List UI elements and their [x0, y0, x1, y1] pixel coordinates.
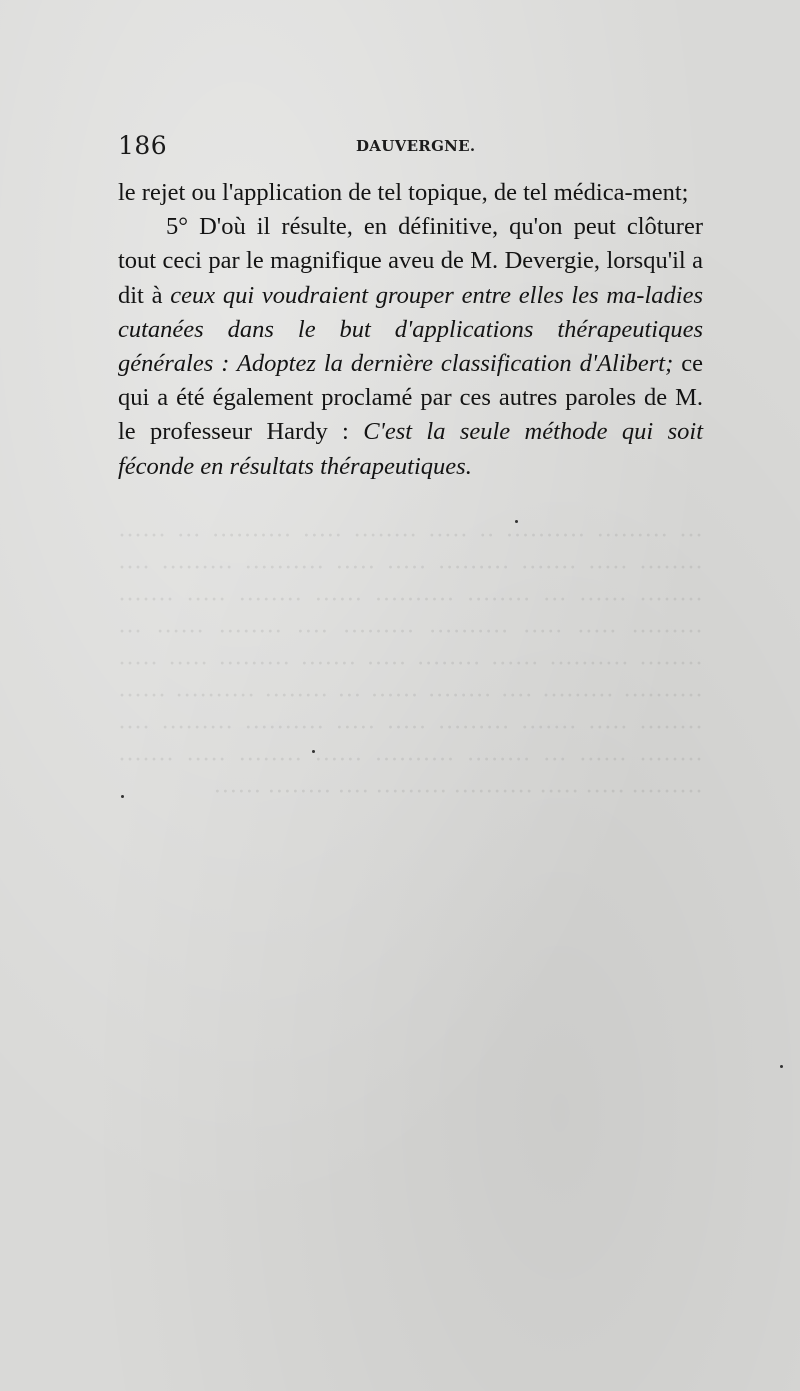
body-text	[118, 176, 703, 484]
paragraph-2-text-a: 5° D'où il résulte, en définitive, qu'on peut clôturer tout ceci par le magnifique aveu de M. Devergie, lorsqu'il a dit à	[118, 213, 703, 309]
paragraph-1-text: le rejet ou l'application de tel topique, de tel médica-ment;	[118, 179, 689, 206]
running-title: DAUVERGNE.	[356, 137, 476, 155]
paper-speck	[780, 1065, 783, 1068]
page-number: 186	[118, 131, 168, 160]
paragraph-2-text-b: ce qui a été également proclamé par ces autres paroles de M. le professeur Hardy :	[118, 350, 703, 446]
quote-devergie: ceux qui voudraient grouper entre elles les ma-ladies cutanées dans le but d'applications thérapeutiques générales : Adoptez la dernière classification d'Alibert;	[118, 281, 703, 378]
paragraph-2	[118, 210, 703, 484]
paper-speck	[312, 750, 315, 753]
paper-speck	[121, 795, 124, 798]
quote-hardy: C'est la seule méthode qui soit féconde en résultats thérapeutiques.	[118, 418, 703, 480]
running-head	[118, 131, 703, 161]
show-through-texture: ··· ········· ·········· ·· ····· ········ ····· ·········· ··· ······ ········ ····· ······· ········· ····· ····· ·········· ········· ···· ········ ······ ··· ········ ·········· ······ ········ ····· ······· ········· ····· ····· ·········· ········· ···· ········ ······ ··· ········ ·········· ······ ········ ····· ······· ········· ····· ····· ·········· ········· ···· ········ ······ ··· ········ ·········· ······ ········ ····· ······· ········· ····· ····· ·········· ········· ···· ········ ······ ··· ········ ·········· ······ ········ ····· ······· ········· ····· ····· ·········· ········· ···· ········ ······	[118, 523, 703, 805]
paper-speck	[515, 520, 518, 523]
paragraph-1	[118, 176, 703, 210]
